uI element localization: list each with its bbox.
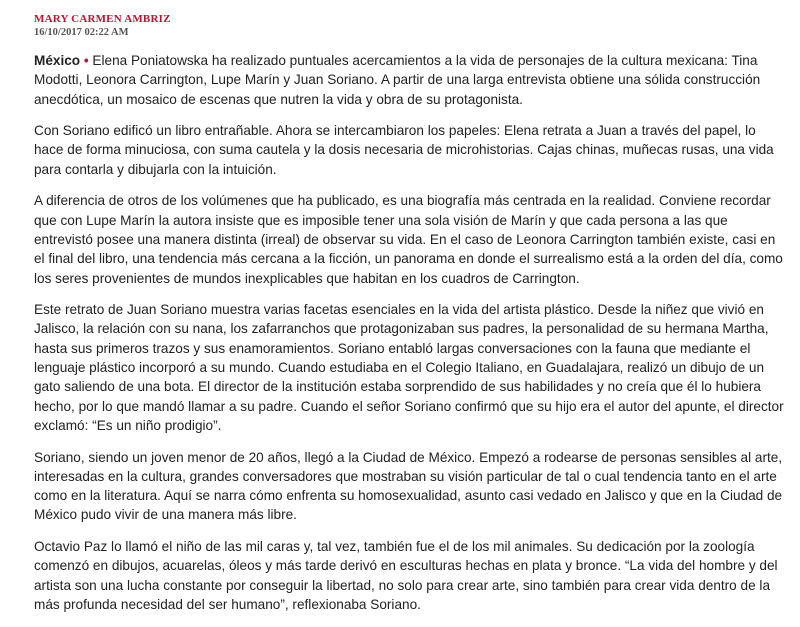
paragraph-6: Octavio Paz lo llamó el niño de las mil caras y, tal vez, también fue el de los mil animales. Su dedicación por la zoología comenzó en dibujos, acuarelas, óleos y más tarde derivó en esculturas hechas en plata y bronce. “La vida del hombre y del artista son una lucha constante por conseguir la libertad, no solo para crear arte, sino también para crear vida dentro de la más profunda necesidad del ser humano”, reflexionaba Soriano. [34,539,778,612]
paragraph-3: A diferencia de otros de los volúmenes que ha publicado, es una biografía más centrada en la realidad. Conviene recordar que con Lupe Marín la autora insiste que es imposible tener una sola visión de Marín y que cada persona a las que entrevistó posee una manera distinta (irreal) de observar su vida. En el caso de Leonora Carrington también existe, casi en el final del libro, una tendencia más cercana a la ficción, un panorama en donde el surrealismo está a la orden del día, como los seres provenientes de mundos inexplicables que habitan en los cuadros de Carrington. [34,193,783,286]
dateline-bullet: • [83,53,89,68]
article-body [34,51,786,627]
article-byline [34,12,171,39]
paragraph-1 [34,51,786,109]
paragraph-4: Este retrato de Juan Soriano muestra varias facetas esenciales en la vida del artista plástico. Desde la niñez que vivió en Jalisco, la relación con su nana, los zafarranchos que protagonizaban sus padres, la personalidad de su hermana Martha, hasta sus primeros trazos y sus enamoramientos. Soriano entabló largas conversaciones con la fauna que mediante el lenguaje plástico incorporó a su mundo. Cuando estudiaba en el Colegio Italiano, en Guadalajara, realizó un dibujo de un gato saliendo de una bota. El director de la institución estaba sorprendido de sus habilidades y no creía que él lo hubiera hecho, por lo que mandó llamar a su padre. Cuando el señor Soriano confirmó que su hijo era el autor del apunte, el director exclamó: “Es un niño prodigio”. [34,302,784,433]
publish-date: 16/10/2017 02:22 AM [34,27,129,38]
paragraph-2: Con Soriano edificó un libro entrañable. Ahora se intercambiaron los papeles: Elena retrata a Juan a través del papel, lo hace de forma minuciosa, con suma cautela y la dosis necesaria de microhistorias. Cajas chinas, muñecas rusas, una vida para contarla y dibujarla con la intuición. [34,123,774,177]
dateline: México [34,53,81,68]
author-name[interactable]: MARY CARMEN AMBRIZ [34,13,171,25]
paragraph-5: Soriano, siendo un joven menor de 20 años, llegó a la Ciudad de México. Empezó a rodearse de personas sensibles al arte, interesadas en la cultura, grandes conversadores que mostraban su visión particular de tal o cual tendencia tanto en el arte como en la literatura. Aquí se narra cómo enfrenta su homosexualidad, asunto casi vedado en Jalisco y que en la Ciudad de México pudo vivir de una manera más libre. [34,449,783,523]
paragraph-1-text: Elena Poniatowska ha realizado puntuales acercamientos a la vida de personajes de la cultura mexicana: Tina Modotti, Leonora Carrington, Lupe Marín y Juan Soriano. A partir de una larga entrevista obtiene una sólida construcción anecdótica, un mosaico de escenas que nutren la vida y obra de su protagonista. [34,53,761,107]
